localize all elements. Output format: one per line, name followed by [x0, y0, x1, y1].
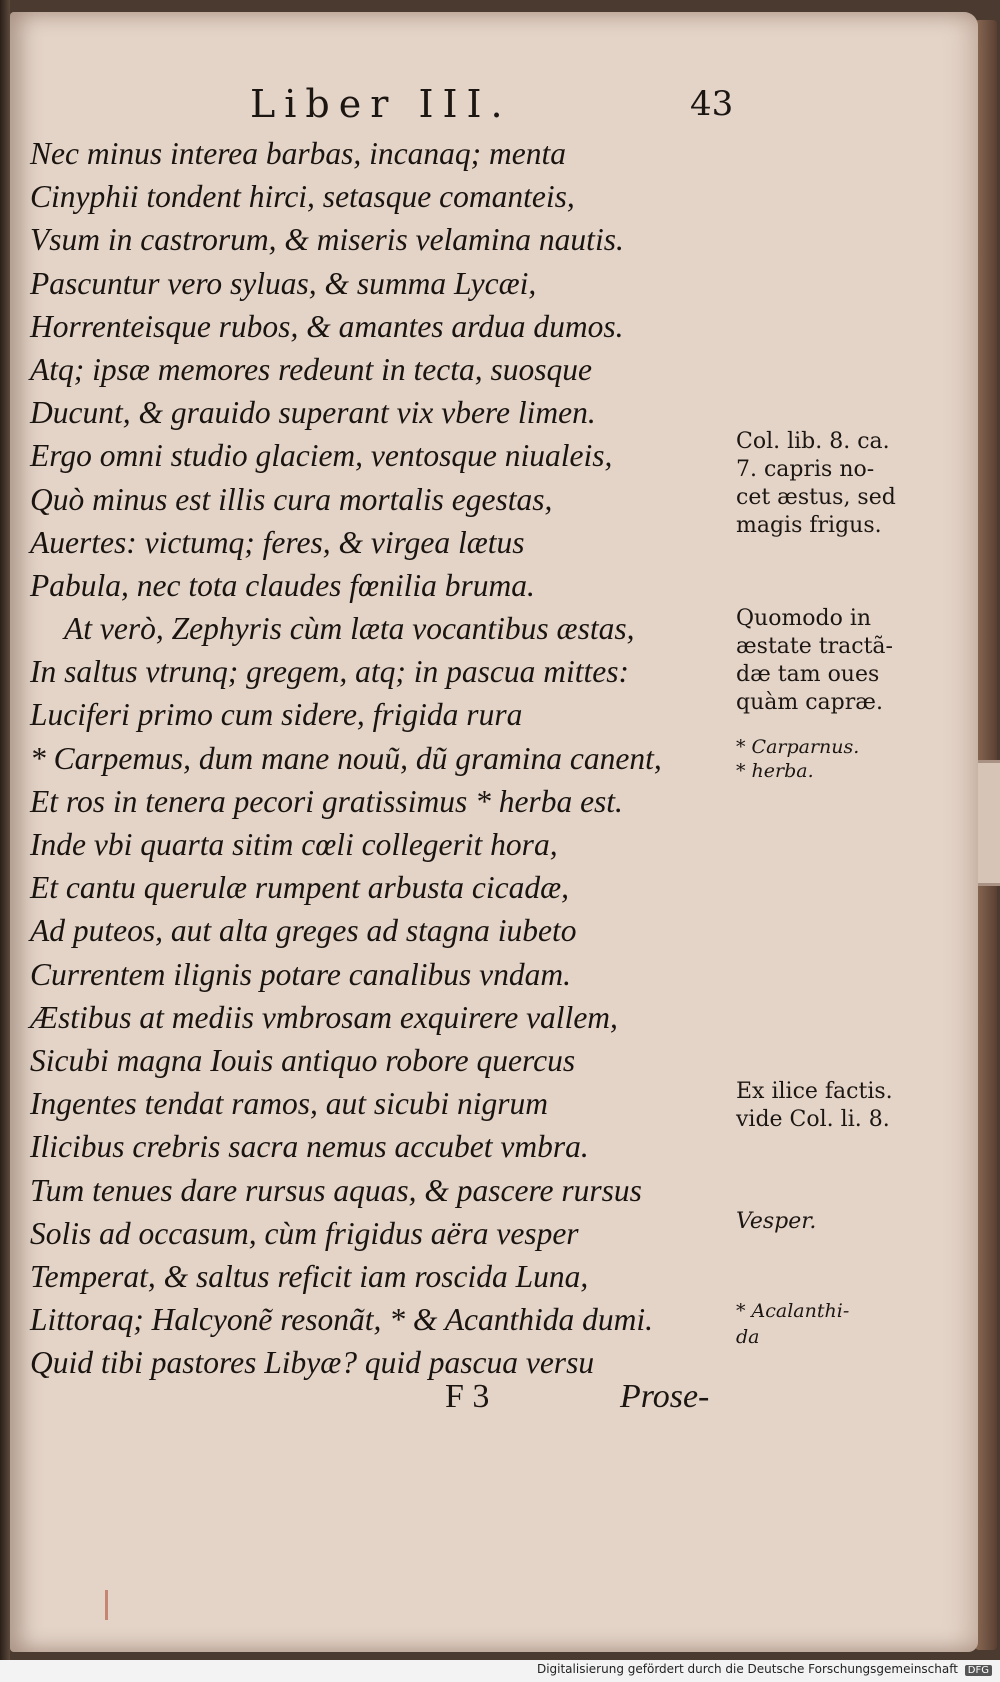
margin-note [736, 605, 936, 717]
verse-line: Et cantu querulæ rumpent arbusta cicadæ, [30, 870, 569, 906]
margin-note-line: magis frigus. [736, 513, 882, 538]
verse-line: Vsum in castrorum, & miseris velamina nautis. [30, 222, 624, 258]
verse-line: Quò minus est illis cura mortalis egestas, [30, 481, 553, 517]
verse-line: Quid tibi pastores Libyæ? quid pascua versu [30, 1345, 595, 1381]
running-header: Liber III. [250, 82, 512, 126]
verse-line: Auertes: victumq; feres, & virgea lætus [30, 524, 525, 560]
margin-note-line: vide Col. li. 8. [736, 1107, 890, 1132]
verse-line: Cinyphii tondent hirci, setasque comanteis, [30, 179, 575, 215]
verse-line: Ducunt, & grauido superant vix vbere limen. [30, 395, 596, 431]
digitization-credit [537, 1662, 992, 1676]
verse-line: Ilicibus crebris sacra nemus accubet vmbra. [30, 1129, 589, 1165]
margin-note-line: æstate tractã- [736, 634, 893, 659]
verse-line: Æstibus at mediis vmbrosam exquirere vallem, [30, 999, 618, 1035]
margin-note-line: * herba. [736, 760, 814, 782]
verse-line: Littoraq; Halcyonẽ resonãt, * & Acanthida dumi. [30, 1302, 653, 1338]
verse-line: Nec minus interea barbas, incanaq; menta [30, 136, 567, 171]
verse-line: Currentem ilignis potare canalibus vndam. [30, 956, 572, 992]
verse-line: * Carpemus, dum mane nouũ, dũ gramina canent, [30, 740, 662, 776]
margin-note-line: da [736, 1326, 760, 1348]
verse-line: Et ros in tenera pecori gratissimus * herba est. [30, 783, 623, 819]
verse-line: In saltus vtrunq; gregem, atq; in pascua mittes: [30, 654, 630, 690]
margin-note-line: 7. capris no- [736, 457, 875, 482]
verse-line: Horrenteisque rubos, & amantes ardua dumos. [30, 308, 624, 344]
margin-note [736, 428, 936, 540]
margin-note-line: Vesper. [736, 1209, 817, 1234]
signature-mark: F 3 [445, 1378, 490, 1415]
verse-line: Pascuntur vero syluas, & summa Lycæi, [30, 265, 537, 301]
margin-note [736, 1078, 936, 1134]
margin-note [736, 1208, 936, 1236]
verse-line: Pabula, nec tota claudes fœnilia bruma. [30, 567, 535, 603]
verse-line: Ingentes tendat ramos, aut sicubi nigrum [30, 1086, 548, 1122]
verse-line: Temperat, & saltus reficit iam roscida Luna, [30, 1258, 589, 1294]
book-spine [0, 0, 10, 1660]
margin-note-line: cet æstus, sed [736, 485, 896, 510]
verse-line: Luciferi primo cum sidere, frigida rura [30, 697, 523, 733]
margin-note [736, 735, 936, 783]
margin-note-line: Col. lib. 8. ca. [736, 429, 890, 454]
verse-line: Tum tenues dare rursus aquas, & pascere rursus [30, 1172, 642, 1208]
margin-note-line: Quomodo in [736, 606, 872, 631]
margin-note-line: dæ tam oues [736, 662, 880, 687]
catchword: Prose- [620, 1378, 710, 1415]
verse-line: At verò, Zephyris cùm læta vocantibus æstas, [64, 611, 635, 647]
verse-block [30, 132, 730, 1384]
ink-mark [105, 1590, 108, 1620]
verse-line: Solis ad occasum, cùm frigidus aëra vesper [30, 1215, 579, 1251]
verse-line: Ergo omni studio glaciem, ventosque niualeis, [30, 438, 613, 474]
margin-note [736, 1298, 936, 1350]
verse-line: Inde vbi quarta sitim cœli collegerit hora, [30, 827, 558, 862]
verse-line: Atq; ipsæ memores redeunt in tecta, suosque [30, 351, 592, 387]
margin-note-line: * Acalanthi- [736, 1300, 850, 1322]
margin-note-line: quàm capræ. [736, 690, 883, 715]
dfg-logo: DFG [965, 1665, 992, 1676]
page-number: 43 [690, 84, 734, 124]
credit-text: Digitalisierung gefördert durch die Deutsche Forschungsgemeinschaft [536, 1662, 958, 1676]
verse-line: Ad puteos, aut alta greges ad stagna iubeto [30, 913, 577, 949]
margin-note-line: Ex ilice factis. [736, 1079, 893, 1104]
margin-note-line: * Carparnus. [736, 736, 860, 758]
verse-line: Sicubi magna Iouis antiquo robore quercus [30, 1042, 576, 1078]
